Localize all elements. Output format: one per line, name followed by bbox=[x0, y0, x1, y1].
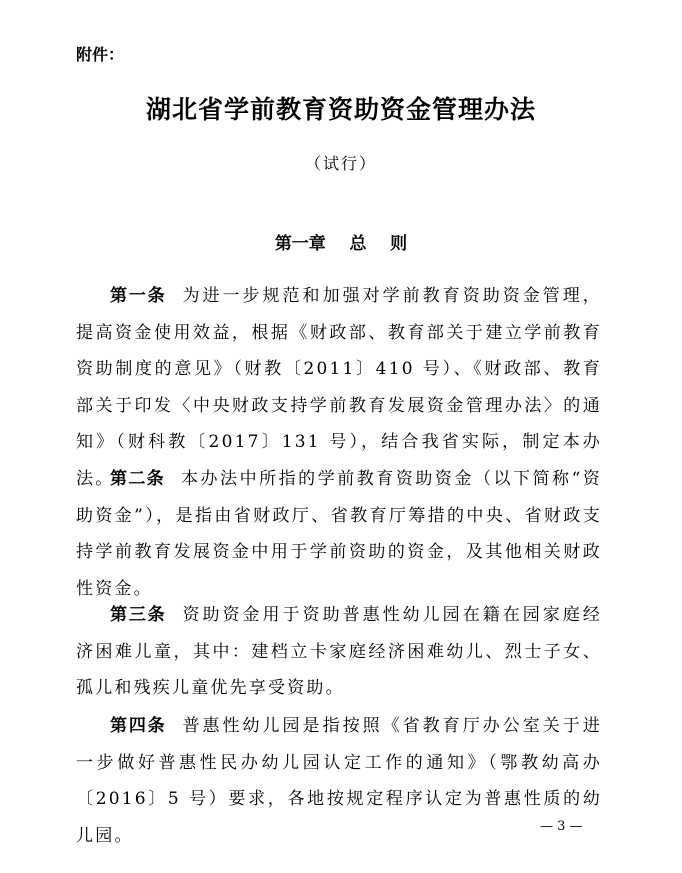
article-2-text: 本办法中所指的学前教育资助资金（以下简称“资助资金”），是指由省财政厅、省教育厅筹措的中央、省财政支持学前教育发展资金中用于学前资助的资金，及其他相关财政性资金。 bbox=[76, 469, 603, 599]
article-1-text: 为进一步规范和加强对学前教育资助资金管理，提高资金使用效益，根据《财政部、教育部关于建立学前教育资助制度的意见》（财教〔2011〕410 号）、《财政部、教育部关于印发〈中央财政支持学前教育发展资金管理办法〉的通知》（财科教〔2017〕131 号），结合我省实际，制定本办法。 bbox=[76, 286, 602, 489]
article-3-lead: 第三条 bbox=[110, 605, 167, 625]
article-4 bbox=[76, 708, 602, 854]
chapter-heading: 第一章 总 则 bbox=[274, 234, 408, 254]
article-4-text: 普惠性幼儿园是指按照《省教育厅办公室关于进一步做好普惠性民办幼儿园认定工作的通知》（鄂教幼高办〔2016〕5 号）要求，各地按规定程序认定为普惠性质的幼儿园。 bbox=[76, 716, 602, 846]
document-title: 湖北省学前教育资助资金管理办法 bbox=[145, 95, 536, 124]
article-3-text: 资助资金用于资助普惠性幼儿园在籍在园家庭经济困难儿童，其中：建档立卡家庭经济困难幼儿、烈士子女、孤儿和残疾儿童优先享受资助。 bbox=[76, 605, 602, 698]
attachment-label: 附件： bbox=[76, 45, 125, 64]
article-3 bbox=[76, 597, 602, 707]
article-1-lead: 第一条 bbox=[110, 286, 167, 306]
article-2 bbox=[76, 461, 602, 607]
article-4-lead: 第四条 bbox=[110, 716, 167, 736]
article-2-lead: 第二条 bbox=[110, 469, 165, 489]
document-subtitle: （试行） bbox=[304, 154, 377, 173]
page-number: — 3 — bbox=[540, 819, 583, 834]
